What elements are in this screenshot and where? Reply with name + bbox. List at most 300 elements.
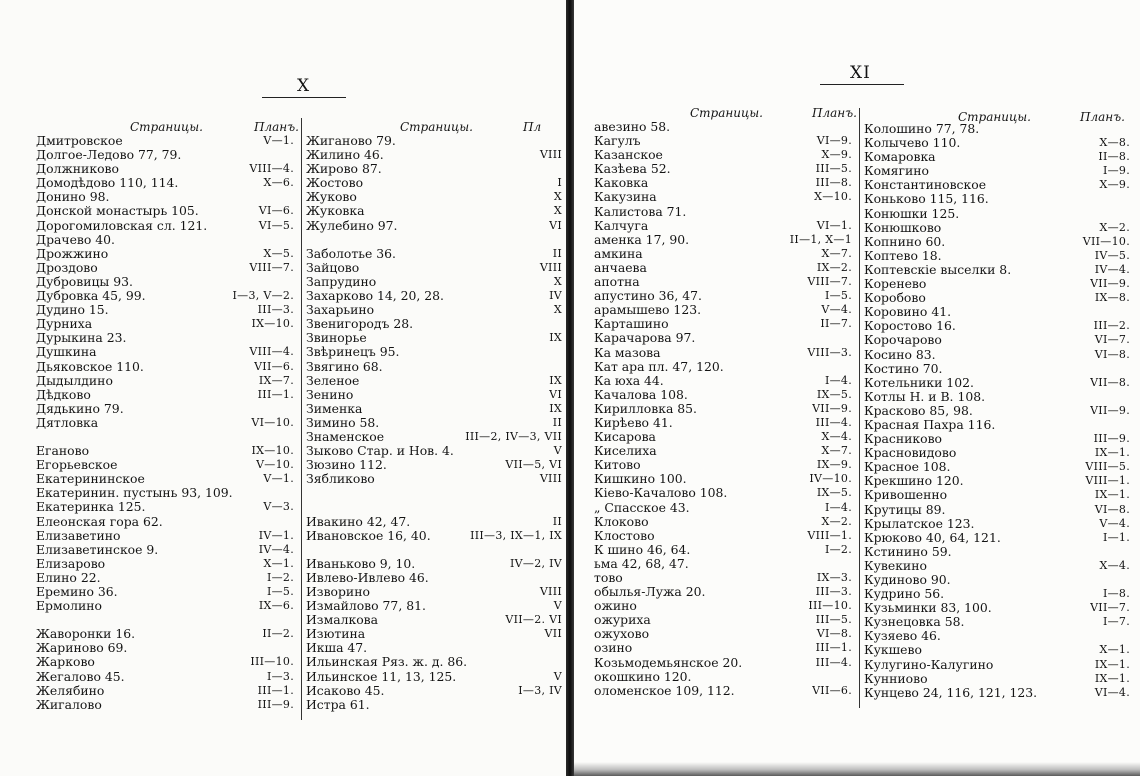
index-entry <box>864 545 1134 559</box>
entry-name: Кудиново 90. <box>864 572 951 587</box>
index-entry <box>594 289 856 303</box>
entry-name: Дубровицы 93. <box>36 273 133 289</box>
index-entry <box>36 331 298 345</box>
index-entry <box>594 416 856 430</box>
index-entry <box>594 374 856 388</box>
entry-name: Ильинская Ряз. ж. д. 86. <box>306 654 468 670</box>
index-entry <box>306 670 566 684</box>
index-entry <box>306 613 566 627</box>
entry-plan: IX—5. <box>816 486 852 500</box>
entry-plan: IX <box>549 373 562 387</box>
entry-name: Кат ара пл. 47, 120. <box>594 358 724 374</box>
index-entry <box>36 670 298 684</box>
entry-plan: III—1. <box>815 641 852 655</box>
entry-name: Знаменское <box>306 428 385 444</box>
entry-plan: X <box>553 190 562 204</box>
entry-plan: VI—4. <box>1094 685 1130 699</box>
index-entry <box>36 289 298 303</box>
index-entry <box>306 543 566 557</box>
index-entry <box>864 503 1134 517</box>
entry-name: Калчуга <box>594 217 649 233</box>
entry-name: Жостово <box>306 175 364 191</box>
entry-name: Исаково 45. <box>306 682 385 698</box>
entry-plan: V <box>553 599 562 613</box>
entry-plan: X—4. <box>1099 558 1130 572</box>
index-entry <box>306 275 566 289</box>
index-entry <box>864 573 1134 587</box>
index-entry <box>36 698 298 712</box>
entry-name: Кунцево 24, 116, 121, 123. <box>864 684 1038 700</box>
index-entry <box>594 205 856 219</box>
entry-plan: X—1. <box>1099 643 1130 657</box>
index-entry <box>306 627 566 641</box>
index-entry <box>864 305 1134 319</box>
entry-plan: V—1. <box>263 472 294 486</box>
entry-plan: VII—9. <box>1090 277 1130 291</box>
entry-name: Жуковка <box>306 203 365 219</box>
index-entry <box>594 120 856 134</box>
index-entry <box>306 388 566 402</box>
entry-name: Истра 61. <box>306 696 370 712</box>
entry-plan: III—10. <box>250 655 294 669</box>
index-entry <box>306 655 566 669</box>
index-entry <box>36 585 298 599</box>
index-entry <box>594 670 856 684</box>
entry-plan: IX—8. <box>1094 291 1130 305</box>
index-entry <box>36 613 298 627</box>
index-entry <box>594 430 856 444</box>
entry-plan: X—9. <box>821 148 852 162</box>
index-entry <box>36 402 298 416</box>
entry-plan: I—3, IV <box>518 683 562 697</box>
entry-plan: IX—6. <box>258 599 294 613</box>
index-entry <box>36 543 298 557</box>
index-entry <box>594 486 856 500</box>
index-entry <box>306 486 566 500</box>
index-entry <box>36 134 298 148</box>
index-entry <box>594 402 856 416</box>
entry-plan: V—10. <box>256 458 294 472</box>
entry-name: Косино 83. <box>864 346 936 362</box>
index-entry <box>864 418 1134 432</box>
entry-name: Костино 70. <box>864 360 943 376</box>
entry-plan: X—4. <box>821 430 852 444</box>
index-entry <box>864 192 1134 206</box>
entry-plan: VI—6. <box>258 204 294 218</box>
header-pages: Страницы. <box>400 120 473 134</box>
entry-name: Желябино <box>36 682 105 698</box>
index-entry <box>864 559 1134 573</box>
entry-name: Жигалово <box>36 696 102 712</box>
entry-name: Измайлово 77, 81. <box>306 598 426 614</box>
entry-name: Егорьевское <box>36 457 118 473</box>
index-entry <box>864 263 1134 277</box>
entry-name: Дорогомиловская сл. 121. <box>36 217 208 233</box>
index-entry <box>594 444 856 458</box>
header-pages: Страницы. <box>958 110 1031 124</box>
entry-name: Жилино 46. <box>306 147 384 163</box>
entry-plan: I—4. <box>824 500 852 514</box>
entry-name: Кукшево <box>864 642 922 658</box>
page-number-rule <box>820 84 904 85</box>
entry-plan: VIII—3. <box>807 345 852 359</box>
index-entry <box>864 488 1134 502</box>
index-entry <box>36 500 298 514</box>
index-entry <box>306 374 566 388</box>
entry-plan: IX—2. <box>816 260 852 274</box>
index-entry <box>36 176 298 190</box>
entry-name: Крутицы 89. <box>864 501 946 517</box>
index-entry <box>36 571 298 585</box>
entry-plan: II—2. <box>262 627 294 641</box>
entry-plan: III—8. <box>815 176 852 190</box>
index-entry <box>306 317 566 331</box>
entry-plan: IV <box>549 289 562 303</box>
entry-plan: IX—1. <box>1094 657 1130 671</box>
index-entry <box>306 190 566 204</box>
entry-plan: VII—7. <box>1090 601 1130 615</box>
entry-name: Кирѣево 41. <box>594 414 673 430</box>
index-column <box>594 120 856 710</box>
index-column <box>36 134 298 724</box>
entry-name: Елеонская гора 62. <box>36 513 163 529</box>
entry-plan: I—1. <box>1102 530 1130 544</box>
entry-name: „ Спасское 43. <box>594 499 690 515</box>
index-entry <box>864 404 1134 418</box>
entry-name: Измалкова <box>306 612 379 628</box>
entry-name: Кисарова <box>594 429 656 445</box>
index-entry <box>864 235 1134 249</box>
entry-name: Елино 22. <box>36 569 101 585</box>
entry-plan: II <box>552 246 562 260</box>
index-entry <box>864 136 1134 150</box>
entry-plan: IV—1. <box>258 528 294 542</box>
index-entry <box>864 319 1134 333</box>
index-entry <box>306 529 566 543</box>
entry-name: окошкино 120. <box>594 668 692 684</box>
index-entry <box>36 472 298 486</box>
index-entry <box>306 233 566 247</box>
entry-plan: VII—9. <box>812 401 852 415</box>
index-entry <box>36 317 298 331</box>
entry-name: Зенино <box>306 386 354 402</box>
index-entry <box>864 362 1134 376</box>
entry-name: Должниково <box>36 161 119 177</box>
entry-name: Еганово <box>36 443 90 459</box>
entry-name: Жирово 87. <box>306 161 382 177</box>
entry-plan: II <box>552 514 562 528</box>
entry-plan: IX—1. <box>1094 446 1130 460</box>
entry-name: Какузина <box>594 189 657 205</box>
index-entry <box>594 190 856 204</box>
entry-name: Дьяковское 110. <box>36 358 144 374</box>
entry-name: Ильинское 11, 13, 125. <box>306 668 457 684</box>
index-entry <box>864 531 1134 545</box>
entry-name: Красное 108. <box>864 459 951 475</box>
entry-name: Домодѣдово 110, 114. <box>36 175 179 191</box>
entry-name: Карачарова 97. <box>594 330 696 346</box>
index-entry <box>36 444 298 458</box>
entry-name: тово <box>594 570 623 585</box>
entry-name: Жаворонки 16. <box>36 626 136 642</box>
index-entry <box>36 303 298 317</box>
index-entry <box>594 641 856 655</box>
entry-name: анчаева <box>594 259 647 275</box>
entry-name: Красково 85, 98. <box>864 402 973 418</box>
entry-plan: VII—6. <box>254 359 294 373</box>
entry-plan: VII—5, VI <box>505 458 562 472</box>
index-entry <box>864 672 1134 686</box>
entry-name: Жарково <box>36 654 95 670</box>
entry-name: Звинорье <box>306 330 367 346</box>
index-entry <box>36 162 298 176</box>
entry-name: Крекшино 120. <box>864 473 964 489</box>
entry-name: Елизаветинское 9. <box>36 541 159 557</box>
header-pages: Страницы. <box>690 106 763 120</box>
index-entry <box>864 207 1134 221</box>
entry-name: авезино 58. <box>594 120 671 134</box>
entry-plan: III—3. <box>815 585 852 599</box>
index-entry <box>306 515 566 529</box>
index-entry <box>594 543 856 557</box>
header-pages: Страницы. <box>130 120 203 134</box>
entry-plan: III—5. <box>815 162 852 176</box>
entry-name: Кирилловка 85. <box>594 400 697 416</box>
entry-name: Долгое-Ледово 77, 79. <box>36 147 182 163</box>
entry-name: Изютина <box>306 626 366 642</box>
index-entry <box>36 655 298 669</box>
entry-plan: IX—10. <box>251 444 294 458</box>
index-entry <box>594 346 856 360</box>
entry-name: Зайцово <box>306 259 360 275</box>
entry-plan: VIII—1. <box>1085 474 1130 488</box>
entry-name: Дубровка 45, 99. <box>36 288 146 304</box>
entry-plan: III—4. <box>815 415 852 429</box>
entry-name: Звѣринецъ 95. <box>306 344 400 360</box>
entry-name: Казѣева 52. <box>594 161 671 177</box>
index-entry <box>36 233 298 247</box>
index-entry <box>36 416 298 430</box>
index-entry <box>306 684 566 698</box>
entry-plan: IX—7. <box>258 373 294 387</box>
entry-name: Драчево 40. <box>36 231 115 247</box>
entry-plan: VI—8. <box>1094 502 1130 516</box>
index-entry <box>864 460 1134 474</box>
entry-plan: V—4. <box>821 303 852 317</box>
entry-plan: I—4. <box>824 373 852 387</box>
entry-name: оломенское 109, 112. <box>594 682 735 698</box>
index-entry <box>594 529 856 543</box>
entry-name: Донской монастырь 105. <box>36 203 199 219</box>
entry-plan: III—10. <box>808 599 852 613</box>
entry-plan: X—7. <box>821 246 852 260</box>
entry-name: Конюшки 125. <box>864 205 960 221</box>
entry-plan: V—3. <box>263 500 294 514</box>
entry-plan: X—5. <box>263 246 294 260</box>
index-entry <box>36 374 298 388</box>
entry-name: апотна <box>594 274 640 290</box>
header-plan: Пл <box>523 120 542 134</box>
header-plan: Планъ. <box>254 120 299 134</box>
index-entry <box>594 501 856 515</box>
index-column <box>306 134 566 724</box>
entry-plan: VIII <box>539 148 562 162</box>
entry-name: Жулебино 97. <box>306 217 398 233</box>
index-entry <box>306 698 566 712</box>
index-entry <box>864 178 1134 192</box>
entry-name: Котлы Н. и В. 108. <box>864 388 986 404</box>
entry-plan: X <box>553 303 562 317</box>
index-entry <box>594 613 856 627</box>
entry-plan: III—3, IX—1, IX <box>470 528 562 542</box>
entry-plan: I—9. <box>1102 164 1130 178</box>
entry-plan: III—1. <box>257 387 294 401</box>
entry-name: ожухово <box>594 626 650 642</box>
entry-name: Жуково <box>306 189 357 205</box>
entry-name: Зыково Стар. и Нов. 4. <box>306 443 454 459</box>
index-entry <box>864 686 1134 700</box>
index-entry <box>594 148 856 162</box>
entry-name: Котельники 102. <box>864 374 974 390</box>
entry-plan: VIII <box>539 260 562 274</box>
index-entry <box>306 641 566 655</box>
index-entry <box>864 658 1134 672</box>
page-number: XI <box>850 63 871 83</box>
entry-name: Кулугино-Калугино <box>864 656 994 672</box>
index-entry <box>306 261 566 275</box>
index-entry <box>864 348 1134 362</box>
index-entry <box>864 474 1134 488</box>
entry-name: Кагулъ <box>594 133 641 149</box>
entry-plan: I—2. <box>266 570 294 584</box>
entry-name: Дмитровское <box>36 134 123 148</box>
entry-name: Дурыкина 23. <box>36 330 127 346</box>
entry-plan: VII <box>544 627 562 641</box>
index-entry <box>306 247 566 261</box>
entry-plan: IX—1. <box>1094 671 1130 685</box>
entry-plan: III—2. <box>1093 319 1130 333</box>
entry-name: обылья-Лужа 20. <box>594 584 706 600</box>
entry-name: Кузьминки 83, 100. <box>864 600 992 616</box>
entry-plan: IX <box>549 401 562 415</box>
entry-name: Зименка <box>306 400 363 416</box>
entry-name: Жиганово 79. <box>306 134 396 148</box>
index-entry <box>306 219 566 233</box>
entry-plan: III—2, IV—3, VII <box>465 429 562 443</box>
index-entry <box>36 190 298 204</box>
entry-plan: IX—9. <box>816 458 852 472</box>
entry-name: К шино 46, 64. <box>594 541 691 557</box>
index-entry <box>594 134 856 148</box>
entry-name: Каковка <box>594 175 649 191</box>
entry-plan: I—2. <box>824 542 852 556</box>
entry-plan: X <box>553 274 562 288</box>
entry-name: Дроздово <box>36 259 98 275</box>
entry-plan: IV—4. <box>258 542 294 556</box>
entry-name: Дыдылдино <box>36 372 113 388</box>
index-entry <box>306 148 566 162</box>
entry-name: Комягино <box>864 163 929 179</box>
entry-name: Коньково 115, 116. <box>864 191 989 207</box>
entry-name: Комаровка <box>864 149 936 165</box>
entry-plan: IX—1. <box>1094 488 1130 502</box>
index-entry <box>594 585 856 599</box>
index-entry <box>306 134 566 148</box>
column-divider <box>301 118 302 720</box>
index-entry <box>864 291 1134 305</box>
entry-plan: IV—4. <box>1094 262 1130 276</box>
entry-plan: II <box>552 415 562 429</box>
index-entry <box>306 402 566 416</box>
entry-name: Ка юха 44. <box>594 372 664 388</box>
entry-name: Кривошенно <box>864 487 948 503</box>
entry-name: Клоково <box>594 513 649 529</box>
index-entry <box>594 656 856 670</box>
entry-plan: IV—5. <box>1094 248 1130 262</box>
index-entry <box>36 486 298 500</box>
entry-plan: VI <box>549 218 562 232</box>
column-divider <box>859 108 860 708</box>
entry-name: Жегалово 45. <box>36 668 125 684</box>
entry-name: Красная Пахра 116. <box>864 416 996 432</box>
entry-plan: IV—2, IV <box>510 556 562 570</box>
entry-name: Кіево-Качалово 108. <box>594 485 728 501</box>
entry-plan: VIII—7. <box>807 275 852 289</box>
index-entry <box>36 641 298 655</box>
entry-plan: VIII <box>539 585 562 598</box>
entry-name: Корочарово <box>864 332 942 348</box>
entry-plan: VI—10. <box>251 415 294 429</box>
entry-name: Кузнецовка 58. <box>864 614 965 630</box>
index-entry <box>864 277 1134 291</box>
entry-name: Карташино <box>594 316 669 332</box>
entry-plan: II—8. <box>1098 150 1130 164</box>
index-entry <box>36 515 298 529</box>
entry-plan: IX—10. <box>251 317 294 331</box>
index-entry <box>36 529 298 543</box>
index-entry <box>594 571 856 585</box>
entry-plan: I—3. <box>266 669 294 683</box>
entry-plan: II—1, X—1 <box>789 232 852 246</box>
index-entry <box>864 390 1134 404</box>
header-plan: Планъ. <box>1080 110 1125 124</box>
entry-plan: X—8. <box>1099 136 1130 150</box>
entry-name: Зеленое <box>306 372 360 388</box>
entry-plan: X—6. <box>263 176 294 190</box>
entry-name: Елизарово <box>36 555 106 571</box>
entry-name: Екатеринка 125. <box>36 499 146 515</box>
entry-plan: III—5. <box>815 613 852 627</box>
entry-name: Екатеринин. пустынь 93, 109. <box>36 485 233 501</box>
entry-name: Жариново 69. <box>36 640 128 656</box>
index-entry <box>36 275 298 289</box>
entry-name: Звенигородъ 28. <box>306 316 414 332</box>
entry-name: Кузяево 46. <box>864 628 941 644</box>
index-entry <box>36 430 298 444</box>
entry-name: Дятловка <box>36 414 99 430</box>
index-entry <box>36 557 298 571</box>
index-entry <box>306 331 566 345</box>
index-entry <box>36 204 298 218</box>
entry-plan: VIII—4. <box>249 345 294 359</box>
index-entry <box>306 599 566 613</box>
index-entry <box>594 515 856 529</box>
entry-plan: X—2. <box>1099 220 1130 234</box>
entry-plan: VII—6. <box>812 683 852 697</box>
index-entry <box>306 345 566 359</box>
index-entry <box>864 587 1134 601</box>
entry-plan: III—9. <box>257 697 294 711</box>
